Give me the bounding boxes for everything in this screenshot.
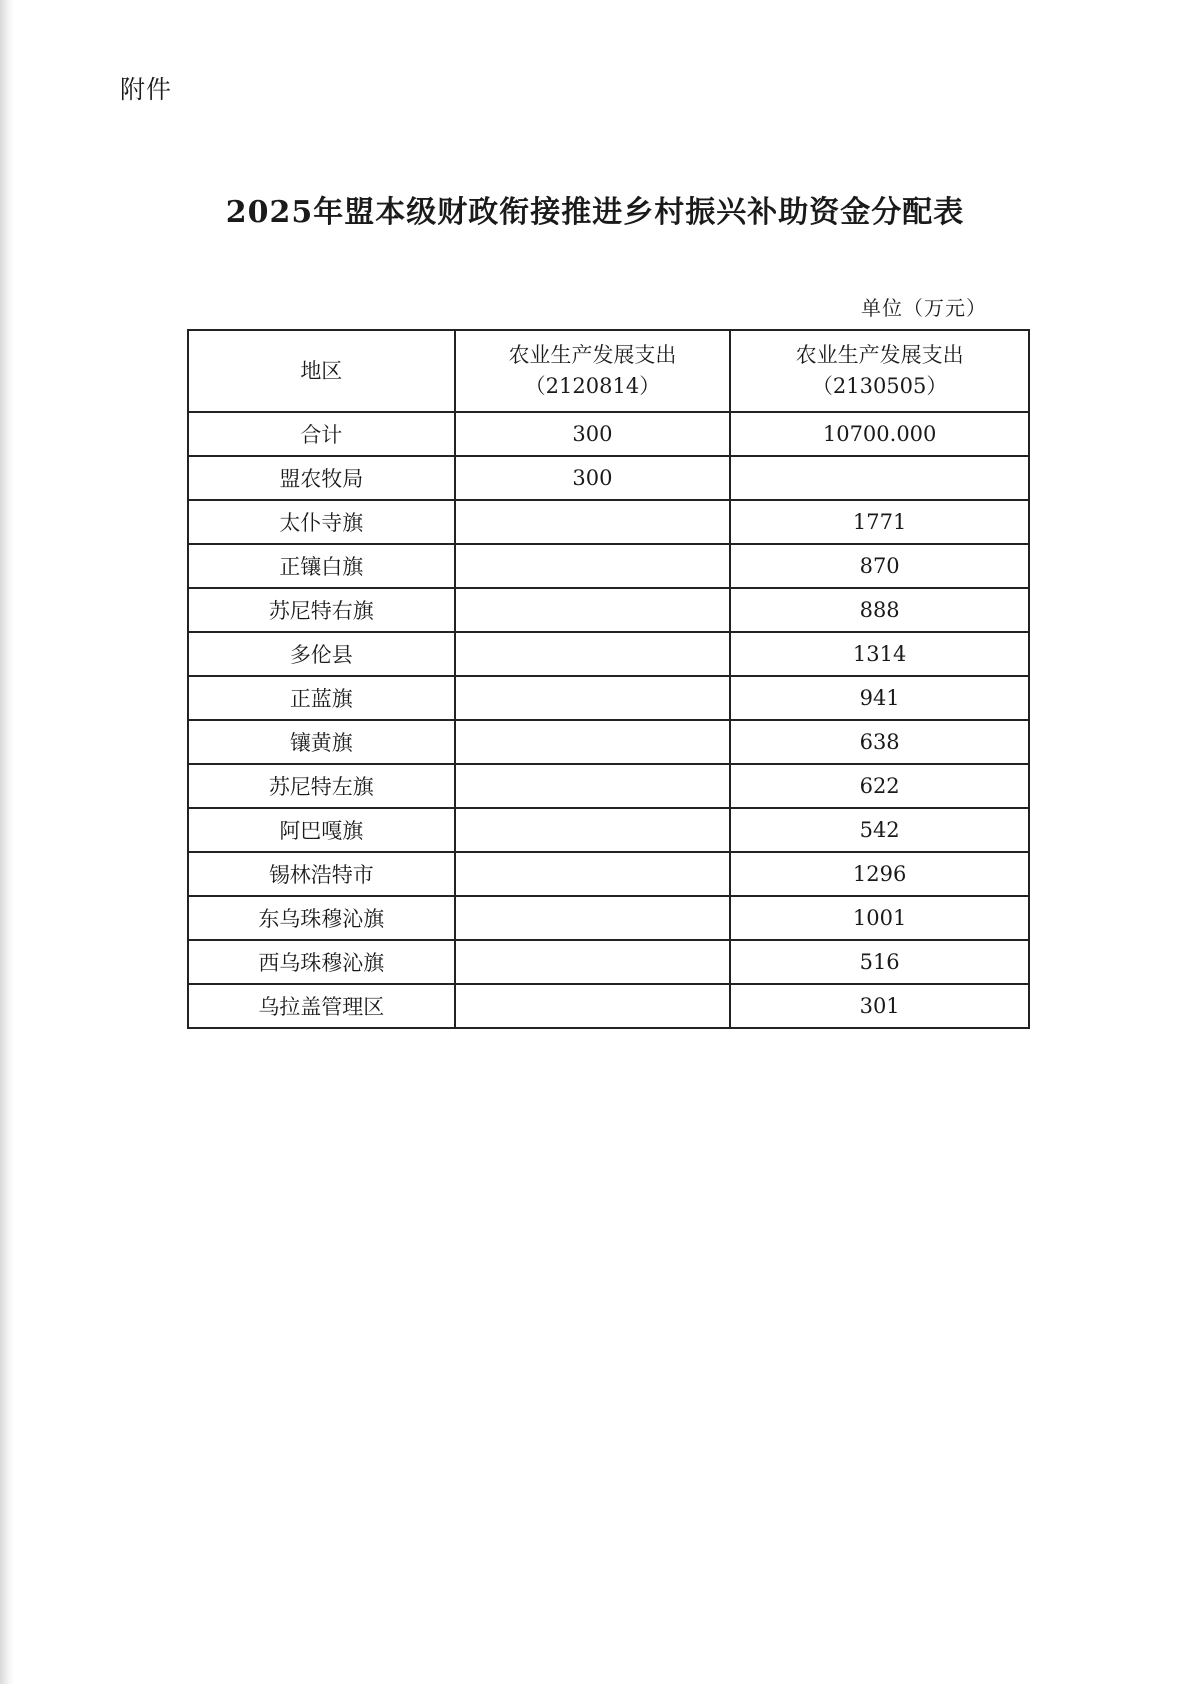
cell-col-a bbox=[455, 544, 731, 588]
cell-col-b: 1296 bbox=[730, 852, 1029, 896]
header-col-a-name: 农业生产发展支出 bbox=[508, 343, 677, 367]
cell-col-b: 1771 bbox=[730, 500, 1029, 544]
cell-col-a bbox=[455, 500, 731, 544]
cell-region: 苏尼特左旗 bbox=[188, 764, 455, 808]
cell-region: 镶黄旗 bbox=[188, 720, 455, 764]
cell-col-a bbox=[455, 984, 731, 1028]
table-row bbox=[188, 984, 1029, 1028]
unit-label: 单位（万元） bbox=[861, 296, 987, 320]
cell-col-a bbox=[455, 588, 731, 632]
cell-region: 乌拉盖管理区 bbox=[188, 984, 455, 1028]
table-row bbox=[188, 720, 1029, 764]
cell-col-a bbox=[455, 764, 731, 808]
table-header bbox=[188, 330, 1029, 412]
table-row bbox=[188, 676, 1029, 720]
table-row bbox=[188, 456, 1029, 500]
cell-region: 阿巴嘎旗 bbox=[188, 808, 455, 852]
cell-region: 西乌珠穆沁旗 bbox=[188, 940, 455, 984]
cell-col-b bbox=[730, 456, 1029, 500]
table-row bbox=[188, 896, 1029, 940]
cell-col-a bbox=[455, 852, 731, 896]
table-row bbox=[188, 940, 1029, 984]
cell-col-b: 542 bbox=[730, 808, 1029, 852]
cell-region: 正蓝旗 bbox=[188, 676, 455, 720]
cell-region: 锡林浩特市 bbox=[188, 852, 455, 896]
cell-col-a bbox=[455, 896, 731, 940]
cell-col-b: 870 bbox=[730, 544, 1029, 588]
scan-edge-shadow bbox=[0, 0, 14, 1684]
cell-region: 太仆寺旗 bbox=[188, 500, 455, 544]
cell-region: 多伦县 bbox=[188, 632, 455, 676]
table-body bbox=[188, 412, 1029, 1028]
table-row bbox=[188, 632, 1029, 676]
table-row bbox=[188, 852, 1029, 896]
cell-col-b: 638 bbox=[730, 720, 1029, 764]
cell-col-b: 301 bbox=[730, 984, 1029, 1028]
cell-region: 盟农牧局 bbox=[188, 456, 455, 500]
header-col-b-code: （2130505） bbox=[811, 374, 948, 398]
cell-col-a: 300 bbox=[455, 412, 731, 456]
cell-col-b: 622 bbox=[730, 764, 1029, 808]
cell-col-b: 1001 bbox=[730, 896, 1029, 940]
header-region: 地区 bbox=[188, 330, 455, 412]
cell-col-b: 941 bbox=[730, 676, 1029, 720]
allocation-table bbox=[187, 329, 1030, 1029]
table-row bbox=[188, 808, 1029, 852]
cell-col-a: 300 bbox=[455, 456, 731, 500]
cell-col-b: 888 bbox=[730, 588, 1029, 632]
cell-region: 正镶白旗 bbox=[188, 544, 455, 588]
cell-col-a bbox=[455, 720, 731, 764]
header-row bbox=[188, 330, 1029, 412]
table-row bbox=[188, 544, 1029, 588]
cell-col-b: 1314 bbox=[730, 632, 1029, 676]
table-row bbox=[188, 588, 1029, 632]
cell-col-a bbox=[455, 808, 731, 852]
header-col-a bbox=[455, 330, 731, 412]
header-col-b bbox=[730, 330, 1029, 412]
cell-col-a bbox=[455, 940, 731, 984]
table-row bbox=[188, 412, 1029, 456]
header-col-a-code: （2120814） bbox=[524, 374, 661, 398]
table-row bbox=[188, 764, 1029, 808]
cell-region: 东乌珠穆沁旗 bbox=[188, 896, 455, 940]
cell-col-b: 516 bbox=[730, 940, 1029, 984]
document-title: 2025年盟本级财政衔接推进乡村振兴补助资金分配表 bbox=[225, 195, 965, 230]
cell-col-a bbox=[455, 632, 731, 676]
attachment-label: 附件 bbox=[120, 75, 173, 104]
header-col-b-name: 农业生产发展支出 bbox=[795, 343, 964, 367]
cell-col-b: 10700.000 bbox=[730, 412, 1029, 456]
table-row bbox=[188, 500, 1029, 544]
cell-region: 苏尼特右旗 bbox=[188, 588, 455, 632]
cell-col-a bbox=[455, 676, 731, 720]
cell-region: 合计 bbox=[188, 412, 455, 456]
